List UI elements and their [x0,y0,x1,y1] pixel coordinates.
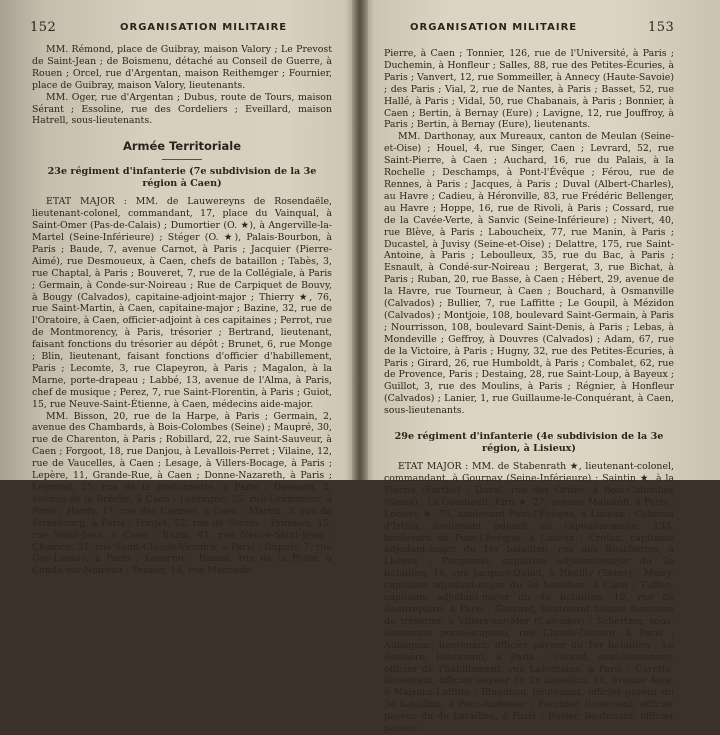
right-regiment-title: 29e régiment d'infanterie (4e subdivision de la 3e région, à Lisieux) [394,431,664,455]
left-page-text [32,44,332,577]
left-page-number: 152 [30,20,57,35]
left-body-paragraph-2: MM. Bisson, 20, rue de la Harpe, à Paris ; Germain, 2, avenue des Chambards, à Bois-Colombes (Seine) ; Maupré, 30, rue de Charenton, à Paris ; Robillard, 22, rue Saint-Sauveur, à Caen ; Forgoot, 18, rue Danjou, à Levallois-Perret ; Vilaine, 12, rue de Vaucelles, à Caen ; Lesage, à Villers-Bocage, à Paris ; Lepère, 11, Grande-Rue, à Caen ; Donne-Nazareth, à Paris ; Legrand, 25, rue de la Bretonnerie, à Paris ; Doussan, 2, avenue de la Brèche, à Caen ; Leborgne, 25, rue Grammont, à Paris ; Hardy, 17, rue des Carmes, à Caen ; Martin, 3, rue de Strasbourg, à Paris ; Forget, 52, rue de Sèvres ; Pruneau, 15, rue Saint-Jean, à Caen ; Bazin, 41, rue Neuve-Saint-Jean ; Chamon, 31, rue Saint-Claude-Victoire, à Paris ; Dupuis, 7, rue Gay-Lussac, à Paris ; Lecornu ; Hamel, rue de la Poste, à Condé-sur-Noireau ; Tessier, 18, rue Maconde. [32,410,332,577]
left-regiment-title: 23e régiment d'infanterie (7e subdivision de la 3e région à Caen) [47,166,317,190]
right-page-header [370,22,720,40]
right-body-paragraph-1: ETAT MAJOR : MM. de Stabenrath ★, lieutenant-colonel, commandant, à Gournay (Seine-Inférieure) ; Saintin ★, à la Flèche (Sarthe) ; Duval, rue des Orties, à Bois-Colombes (Seine) ; Le Gombault, Kirn ★, 27, avenue Malakoff, à Paris ; Leclerc ★, 75, boulevard Pont-l'Évêque, à Lisieux ; Colonna d'Istria, lieutenant adjoint au capitaine-major, 133, boulevard de Pont-l'Évêque, à Lisieux ; Croton, capitaine adjudant-major du 1er bataillon, rue des Boucheries, à Lisieux ; Pecquerel, capitaine adjudant-major du 2e bataillon, 16, rue Jacques-Dulud, à Neuilly (Seine) ; Moisy, capitaine adjudant-major du 3e bataillon, à Caen ; Tuffon, capitaine adjudant-major du 4e bataillon, 10, rue de Beaurepaire, à Paris ; Gascard, lieutenant faisant fonctions de trésorier, à Villers-sur-Mer (Calvados) ; Schertzer, sous-lieutenant porte-drapeau, rue Claude-Decaen, à Paris ; Aubagnac, lieutenant, officier payeur du 1er bataillon ; Le Boutière, lieutenant, à Paris ; Giraud, sous-lieutenant, officier de l'habillement, rue Lafontaine, à Paris ; Carette, lieutenant, officier payeur du 2e bataillon, 10, avenue Agia, à Maisons-Laffitte ; Blondeau, lieutenant, officier payeur du 3e bataillon, à Pont-Audemer ; Fournier, lieutenant, officier payeur du 4e bataillon, à Paris ; Rosier, lieutenant, officier payeur. [384,461,674,735]
section-rule [162,159,202,160]
right-running-title: ORGANISATION MILITAIRE [410,22,578,33]
right-page-number: 153 [648,20,675,35]
right-page [370,0,720,735]
right-top-paragraph-2: MM. Darthonay, aux Mureaux, canton de Meulan (Seine-et-Oise) ; Houel, 4, rue Singer, Caen ; Levrard, 52, rue Saint-Pierre, à Caen ; Auchard, 16, rue du Palais, à la Rochelle ; Deschamps, à Pont-l'Évêque ; Férou, rue de Rennes, à Paris ; Jacques, à Paris ; Duval (Albert-Charles), au Havre ; Cadieu, à Héronville, 83, rue Frédéric Bellenger, au Havre ; Hoppe, 16, rue de Rivoli, à Paris ; Cossard, rue de la Cavée-Verte, à Sanvic (Seine-Inférieure) ; Nivert, 40, rue Blève, à Paris ; Laboucheix, 77, rue Manin, à Paris ; Ducastel, à Juvisy (Seine-et-Oise) ; Delattre, 175, rue Saint-Antoine, à Paris ; Leboulleux, 35, rue du Bac, à Paris ; Esnault, à Condé-sur-Noireau ; Bergerat, 3, rue Bichat, à Paris ; Ruban, 20, rue Basse, à Caen ; Hébert, 29, avenue de la Havre, rue Tourneur, à Caen ; Bouchard, à Osmanville (Calvados) ; Bullier, 7, rue Laffitte ; Le Goupil, à Mézidon (Calvados) ; Montjoie, 108, boulevard Saint-Germain, à Paris ; Nourrisson, 108, boulevard Saint-Denis, à Paris ; Lebas, à Mondeville ; Geffroy, à Douvres (Calvados) ; Adam, 67, rue de la Victoire, à Paris ; Hugny, 32, rue des Petites-Écuries, à Paris ; Girard, 26, rue Humboldt, à Paris ; Combalet, 62, rue de Provence, Paris ; Destaing, 28, rue Saint-Loup, à Bayeux ; Guillot, 3, rue des Moulins, à Paris ; Régnier, à Honfleur (Calvados) ; Lanier, 1, rue Guillaume-le-Conquérant, à Caen, sous-lieutenants. [384,131,674,417]
left-top-paragraph-1: MM. Rémond, place de Guibray, maison Valory ; Le Prevost de Saint-Jean ; de Boismenu, détaché au Conseil de Guerre, à Rouen ; Orcel, rue d'Argentan, maison Reithemger ; Fournier, place de Guibray, maison Valory, lieutenants. [32,44,332,91]
left-page [0,0,350,577]
section-title: Armée Territoriale [122,139,242,154]
book-gutter [352,0,368,480]
left-running-title: ORGANISATION MILITAIRE [120,22,288,33]
right-page-text [384,48,674,735]
left-body-paragraph-1: ETAT MAJOR : MM. de Lauwereyns de Rosendaële, lieutenant-colonel, commandant, 17, place du Vainqual, à Saint-Omer (Pas-de-Calais) ; Dumortier (O. ★), à Angerville-la-Martel (Seine-Inférieure) ; Stéger (O. ★), Palais-Bourbon, à Paris ; Baude, 7, avenue Carnot, à Paris ; Jacquier (Pierre-Aimé), rue Desmoueux, à Caen, chefs de bataillon ; Tabès, 3, rue Chaptal, à Paris ; Bouveret, 7, rue de la Collégiale, à Paris ; Germain, à Conde-sur-Noireau ; Rue de Carpiquet de Bouvy, à Bougy (Calvados), capitaine-adjoint-major ; Thierry ★, 76, rue Saint-Martin, à Caen, capitaine-major ; Bazine, 32, rue de l'Oratoire, à Caen, officier-adjoint à ces capitaines ; Perrot, rue de Montmorency, à Paris, trésorier ; Bertrand, lieutenant, faisant fonctions du trésorier au dépôt ; Brunet, 6, rue Monge ; Blin, lieutenant, faisant fonctions d'officier d'habillement, Paris ; Lecomte, 3, rue Clapeyron, à Paris ; Magalon, à la Marne, porte-drapeau ; Labbé, 13, avenue de l'Alma, à Paris, chef de musique ; Perez, 7, rue Saint-Florentin, à Paris ; Guiot, 15, rue Neuve-Saint-Étienne, à Caen, médecins aide-major. [32,196,332,410]
right-top-paragraph-1: Pierre, à Caen ; Tonnier, 126, rue de l'Université, à Paris ; Duchemin, à Honfleur ; Salles, 88, rue des Petites-Écuries, à Paris ; Vanvert, 12, rue Sommeiller, à Annecy (Haute-Savoie) ; des Paris ; Vial, 2, rue de Nantes, à Paris ; Basset, 52, rue Hallé, à Paris ; Vidal, 50, rue Chabanais, à Paris ; Bonnier, à Caen ; Bertin, à Bernay (Eure) ; Lavigne, 12, rue Jouffroy, à Paris ; Bertin, à Bernay (Eure), lieutenants. [384,48,674,131]
left-top-paragraph-2: MM. Oger, rue d'Argentan ; Dubus, route de Tours, maison Sérant ; Essoline, rue des Cordeliers ; Eveillard, maison Hatrell, sous-lieutenants. [32,91,332,127]
left-page-header [0,22,350,40]
